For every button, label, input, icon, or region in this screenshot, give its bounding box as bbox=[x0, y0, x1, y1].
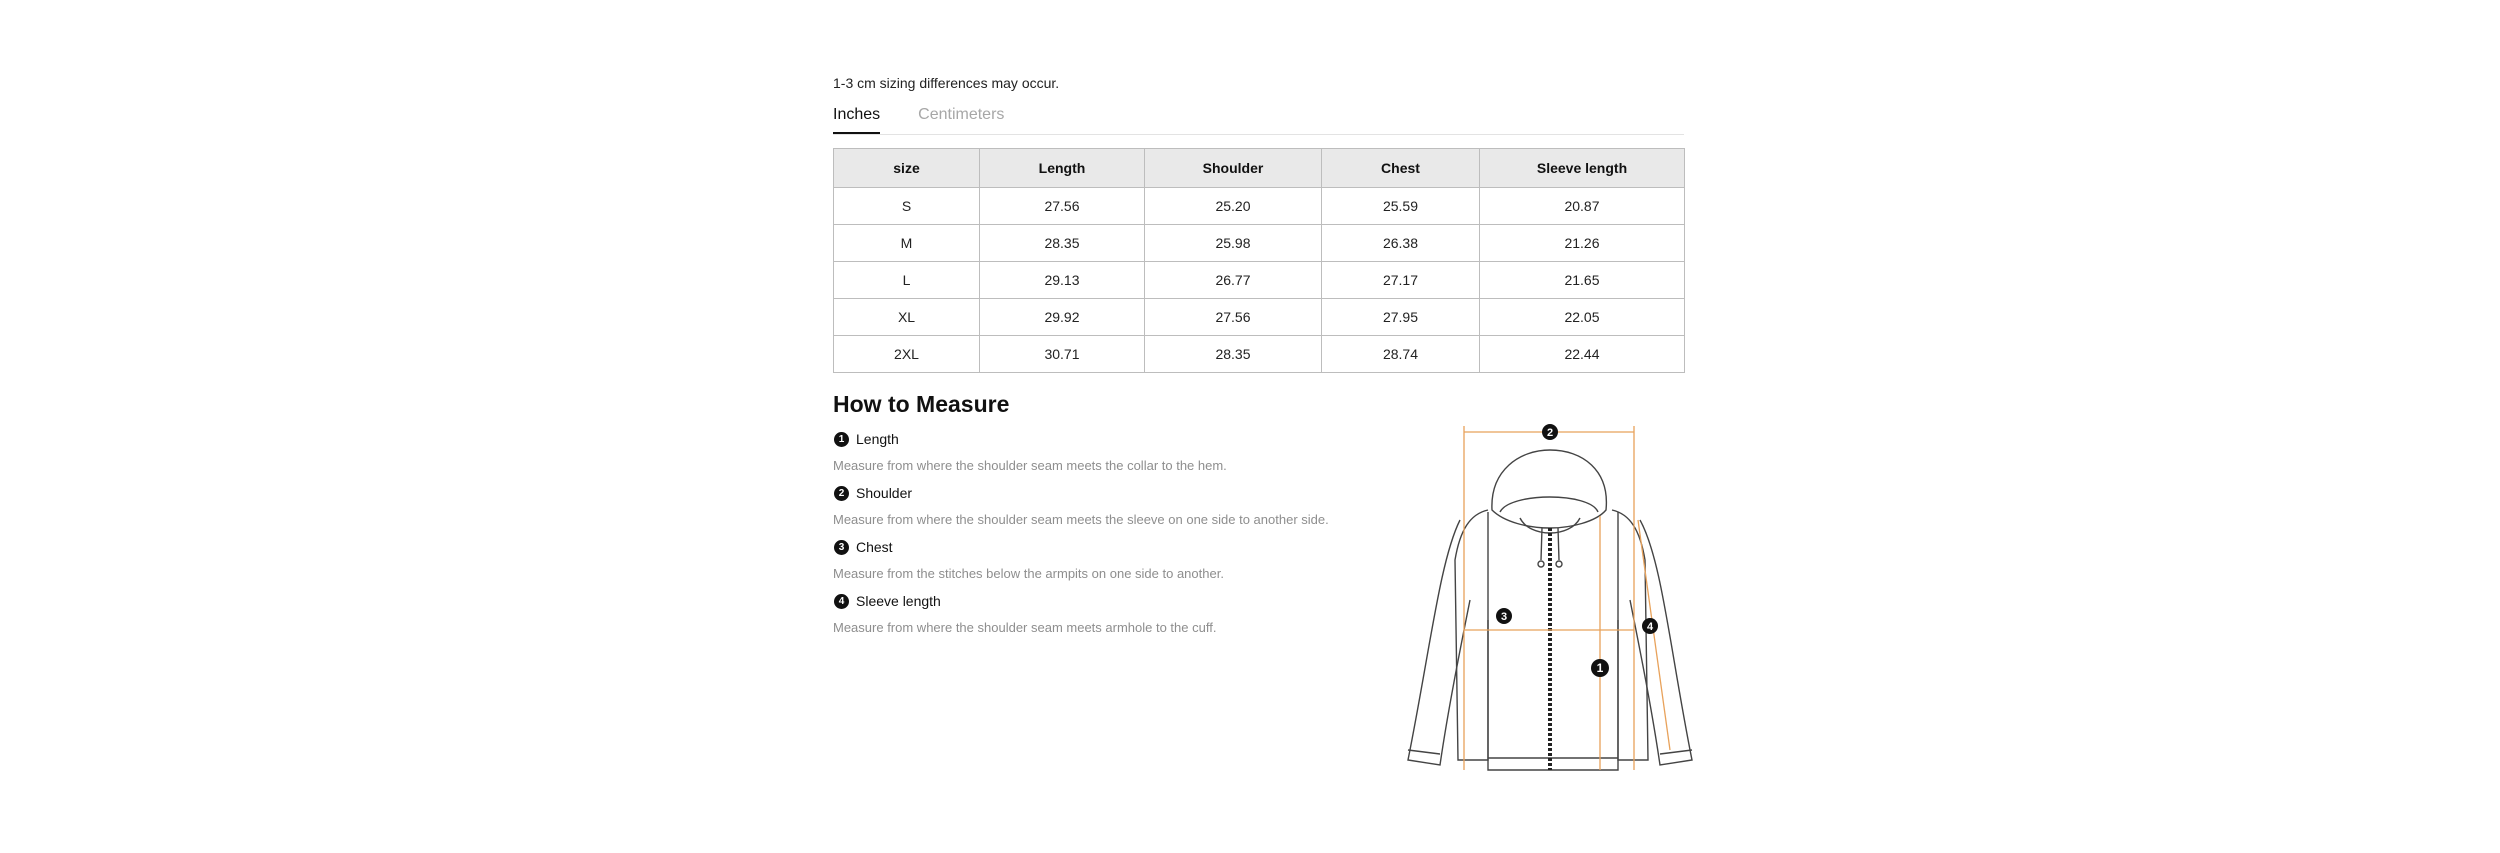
table-row bbox=[834, 188, 1685, 225]
measure-list bbox=[833, 429, 1393, 645]
size-table bbox=[833, 148, 1685, 373]
cell-sleeve-length: 22.05 bbox=[1480, 299, 1685, 336]
measure-item-shoulder bbox=[833, 483, 1393, 537]
measure-desc: Measure from where the shoulder seam meets armhole to the cuff. bbox=[833, 620, 1217, 635]
cell-length: 29.92 bbox=[980, 299, 1145, 336]
measure-title: Shoulder bbox=[856, 485, 913, 501]
cell-shoulder: 28.35 bbox=[1145, 336, 1322, 373]
number-4-icon: 4 bbox=[834, 594, 849, 609]
svg-text:4: 4 bbox=[1646, 621, 1654, 633]
measure-desc: Measure from the stitches below the armpits on one side to another. bbox=[833, 566, 1224, 581]
cell-sleeve-length: 20.87 bbox=[1480, 188, 1685, 225]
cell-sleeve-length: 22.44 bbox=[1480, 336, 1685, 373]
cell-length: 30.71 bbox=[980, 336, 1145, 373]
number-2-icon: 2 bbox=[834, 486, 849, 501]
number-3-icon: 3 bbox=[834, 540, 849, 555]
cell-chest: 25.59 bbox=[1322, 188, 1480, 225]
measure-item-chest bbox=[833, 537, 1393, 591]
marker-2-icon bbox=[1542, 424, 1558, 440]
unit-tabs bbox=[833, 104, 1684, 135]
cell-sleeve-length: 21.26 bbox=[1480, 225, 1685, 262]
cell-shoulder: 25.20 bbox=[1145, 188, 1322, 225]
measure-title: Length bbox=[856, 431, 899, 447]
tab-centimeters[interactable]: Centimeters bbox=[918, 106, 1005, 123]
sizing-note: 1-3 cm sizing differences may occur. bbox=[833, 75, 1060, 91]
marker-4-icon bbox=[1642, 618, 1658, 634]
cell-size: 2XL bbox=[834, 336, 980, 373]
measure-title: Chest bbox=[856, 539, 893, 555]
cell-shoulder: 25.98 bbox=[1145, 225, 1322, 262]
cell-chest: 27.95 bbox=[1322, 299, 1480, 336]
cell-chest: 26.38 bbox=[1322, 225, 1480, 262]
cell-chest: 28.74 bbox=[1322, 336, 1480, 373]
cell-size: L bbox=[834, 262, 980, 299]
svg-text:1: 1 bbox=[1596, 661, 1604, 675]
measure-desc: Measure from where the shoulder seam meets the sleeve on one side to another side. bbox=[833, 512, 1329, 527]
table-row bbox=[834, 262, 1685, 299]
tab-inches[interactable]: Inches bbox=[833, 104, 880, 134]
table-row bbox=[834, 225, 1685, 262]
header-size: size bbox=[834, 149, 980, 188]
svg-text:2: 2 bbox=[1546, 427, 1554, 439]
cell-size: M bbox=[834, 225, 980, 262]
table-row bbox=[834, 336, 1685, 373]
cell-size: XL bbox=[834, 299, 980, 336]
cell-size: S bbox=[834, 188, 980, 225]
header-shoulder: Shoulder bbox=[1145, 149, 1322, 188]
table-header-row bbox=[834, 149, 1685, 188]
marker-1-icon bbox=[1591, 659, 1609, 677]
svg-text:3: 3 bbox=[1500, 611, 1508, 623]
table-row bbox=[834, 299, 1685, 336]
number-1-icon: 1 bbox=[834, 432, 849, 447]
cell-shoulder: 26.77 bbox=[1145, 262, 1322, 299]
header-sleeve-length: Sleeve length bbox=[1480, 149, 1685, 188]
cell-length: 27.56 bbox=[980, 188, 1145, 225]
cell-shoulder: 27.56 bbox=[1145, 299, 1322, 336]
cell-length: 29.13 bbox=[980, 262, 1145, 299]
header-chest: Chest bbox=[1322, 149, 1480, 188]
measure-item-sleeve-length bbox=[833, 591, 1393, 645]
header-length: Length bbox=[980, 149, 1145, 188]
cell-chest: 27.17 bbox=[1322, 262, 1480, 299]
how-to-measure-title: How to Measure bbox=[833, 391, 1010, 417]
cell-length: 28.35 bbox=[980, 225, 1145, 262]
measure-desc: Measure from where the shoulder seam meets the collar to the hem. bbox=[833, 458, 1227, 473]
measure-title: Sleeve length bbox=[856, 593, 941, 609]
cell-sleeve-length: 21.65 bbox=[1480, 262, 1685, 299]
hoodie-diagram-icon bbox=[1400, 420, 1700, 780]
marker-3-icon bbox=[1496, 608, 1512, 624]
measure-item-length bbox=[833, 429, 1393, 483]
